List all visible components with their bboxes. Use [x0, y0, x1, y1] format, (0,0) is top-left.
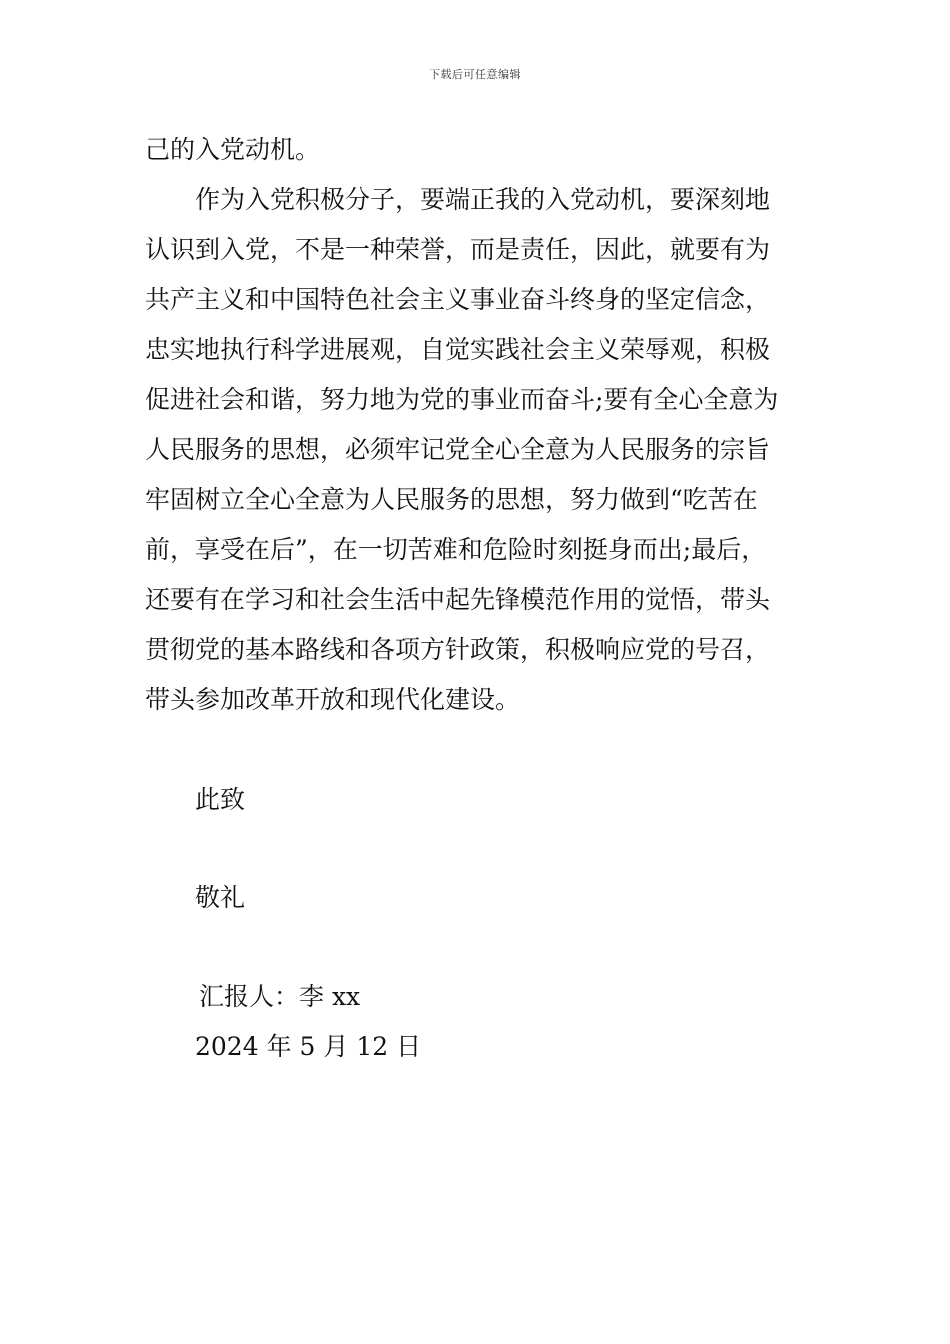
- page-header: 下载后可任意编辑: [429, 68, 521, 81]
- body-line: 人民服务的思想，必须牢记党全心全意为人民服务的宗旨: [145, 435, 771, 464]
- body-line: 共产主义和中国特色社会主义事业奋斗终身的坚定信念，: [145, 285, 771, 314]
- salutation-ci-zhi: 此致: [195, 785, 246, 814]
- body-line: 己的入党动机。: [145, 135, 321, 164]
- body-line: 前，享受在后”，在一切苦难和危险时刻挺身而出;最后，: [145, 535, 767, 564]
- body-line: 贯彻党的基本路线和各项方针政策，积极响应党的号召，: [145, 635, 771, 664]
- body-line: 带头参加改革开放和现代化建设。: [145, 685, 521, 714]
- body-line: 促进社会和谐，努力地为党的事业而奋斗;要有全心全意为: [145, 385, 779, 414]
- body-line: 还要有在学习和社会生活中起先锋模范作用的觉悟，带头: [145, 585, 771, 614]
- body-line: 作为入党积极分子，要端正我的入党动机，要深刻地: [195, 185, 771, 214]
- salutation-jing-li: 敬礼: [195, 883, 246, 912]
- report-date: 2024 年 5 月 12 日: [195, 1032, 422, 1061]
- body-line: 认识到入党，不是一种荣誉，而是责任，因此，就要有为: [145, 235, 771, 264]
- reporter-signature: 汇报人：李 xx: [199, 982, 361, 1011]
- body-line: 忠实地执行科学进展观，自觉实践社会主义荣辱观，积极: [145, 335, 771, 364]
- body-line: 牢固树立全心全意为人民服务的思想，努力做到“吃苦在: [145, 485, 758, 514]
